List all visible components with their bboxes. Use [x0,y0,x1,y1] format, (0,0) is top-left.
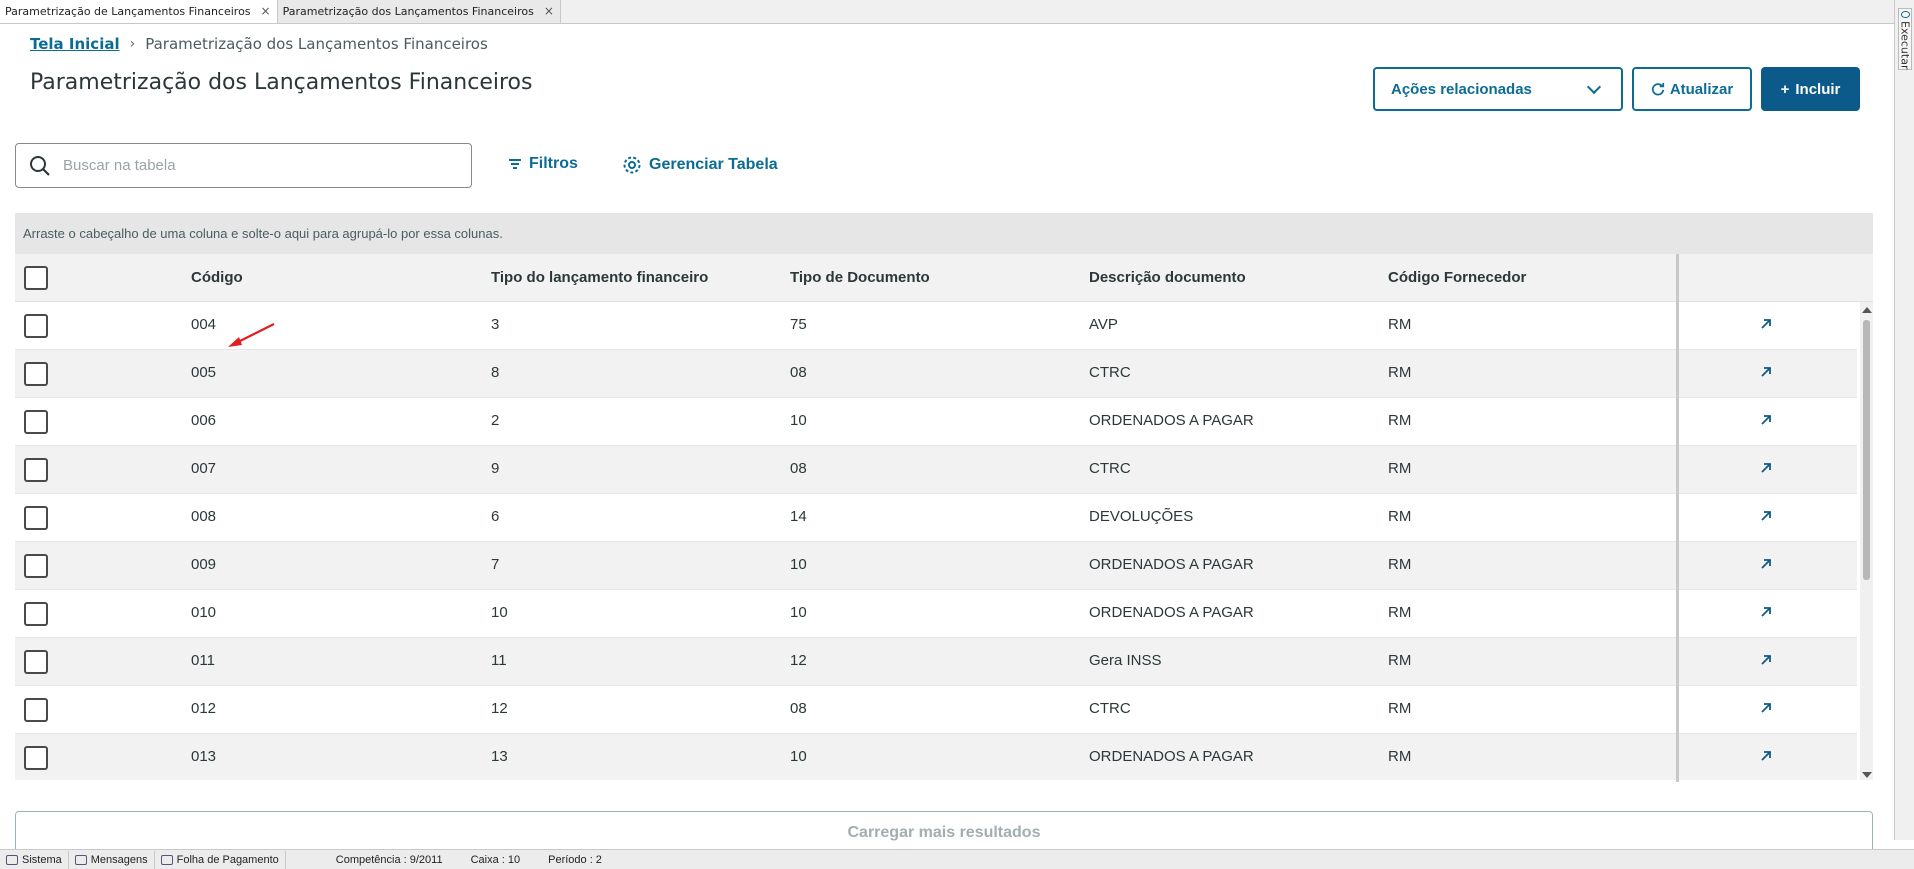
cell-tipo-documento: 08 [790,700,807,717]
table-row[interactable] [15,398,1857,446]
row-checkbox[interactable] [24,602,48,626]
cell-tipo-documento: 14 [790,508,807,525]
row-checkbox[interactable] [24,554,48,578]
cell-fornecedor: RM [1388,364,1412,381]
cell-codigo: 004 [191,316,217,333]
table-row[interactable] [15,350,1857,398]
table-row[interactable] [15,734,1857,780]
status-sistema[interactable] [0,851,69,869]
execute-icon [1901,11,1910,18]
page-title: Parametrização dos Lançamentos Financeiros [30,70,533,95]
cell-tipo-lancamento: 13 [491,748,508,765]
search-field[interactable] [15,143,472,188]
filter-icon [508,158,522,170]
status-bar [0,849,1914,869]
gear-icon [622,155,642,175]
cell-tipo-lancamento: 6 [491,508,500,525]
row-checkbox[interactable] [24,650,48,674]
cell-tipo-lancamento: 11 [491,652,507,669]
row-checkbox[interactable] [24,314,48,338]
cell-tipo-documento: 08 [790,364,807,381]
cell-codigo: 008 [191,508,217,525]
related-actions-dropdown[interactable] [1373,67,1623,111]
open-record-icon[interactable] [1760,699,1772,718]
cell-fornecedor: RM [1388,508,1412,525]
scroll-down-icon[interactable] [1862,772,1872,778]
cell-codigo: 012 [191,700,217,717]
status-mensagens-label: Mensagens [90,853,148,866]
open-record-icon[interactable] [1760,651,1772,670]
cell-tipo-documento: 10 [790,412,807,429]
status-caixa: Caixa : 10 [470,853,521,866]
breadcrumb [30,35,488,53]
load-more-button[interactable]: Carregar mais resultados [15,811,1873,855]
breadcrumb-home-link[interactable]: Tela Inicial [30,35,120,53]
cell-tipo-lancamento: 7 [491,556,500,573]
column-header-tipo-lancamento[interactable]: Tipo do lançamento financeiro [491,269,709,286]
cell-descricao: ORDENADOS A PAGAR [1089,604,1254,621]
status-sistema-label: Sistema [22,853,62,866]
table-row[interactable] [15,542,1857,590]
cell-tipo-lancamento: 9 [491,460,500,477]
cell-codigo: 009 [191,556,217,573]
open-record-icon[interactable] [1760,315,1772,334]
refresh-icon [1651,82,1665,96]
column-header-fornecedor[interactable]: Código Fornecedor [1388,269,1527,286]
window-tab-1-label: Parametrização de Lançamentos Financeiros [5,4,251,18]
cell-tipo-documento: 75 [790,316,807,333]
main-content [0,24,1894,844]
filters-label: Filtros [529,155,578,172]
column-divider[interactable] [1676,254,1679,782]
manage-table-label: Gerenciar Tabela [649,156,778,173]
scrollbar-thumb[interactable] [1863,320,1870,580]
row-checkbox[interactable] [24,410,48,434]
select-all-checkbox[interactable] [24,266,48,290]
open-record-icon[interactable] [1760,363,1772,382]
cell-fornecedor: RM [1388,652,1412,669]
open-record-icon[interactable] [1760,555,1772,574]
cell-descricao: ORDENADOS A PAGAR [1089,412,1254,429]
message-icon [75,855,87,865]
status-mensagens[interactable] [69,851,155,869]
table-row[interactable] [15,638,1857,686]
cell-codigo: 005 [191,364,217,381]
scroll-up-icon[interactable] [1862,307,1872,313]
table-row[interactable] [15,494,1857,542]
window-tab-1[interactable] [0,0,278,23]
cell-codigo: 010 [191,604,217,621]
search-input[interactable] [63,157,443,174]
cell-codigo: 011 [191,652,215,669]
right-side-strip [1894,0,1914,840]
row-checkbox[interactable] [24,506,48,530]
cell-descricao: ORDENADOS A PAGAR [1089,556,1254,573]
cell-descricao: AVP [1089,316,1118,333]
column-header-descricao[interactable]: Descrição documento [1089,269,1246,286]
window-tab-2-label: Parametrização dos Lançamentos Financeiros [282,4,534,18]
cell-descricao: DEVOLUÇÕES [1089,508,1194,525]
table-body [15,302,1873,780]
row-checkbox[interactable] [24,746,48,770]
cell-descricao: CTRC [1089,700,1131,717]
filters-button[interactable] [508,155,578,173]
open-record-icon[interactable] [1760,459,1772,478]
open-record-icon[interactable] [1760,603,1772,622]
cell-fornecedor: RM [1388,412,1412,429]
status-folha[interactable] [155,851,286,869]
close-icon[interactable]: × [543,4,554,18]
cell-tipo-documento: 10 [790,748,807,765]
cell-fornecedor: RM [1388,748,1412,765]
execute-label: Executar [1898,20,1912,69]
cell-fornecedor: RM [1388,460,1412,477]
chevron-down-icon [1587,79,1601,93]
breadcrumb-current: Parametrização dos Lançamentos Financeiros [145,35,488,53]
cell-descricao: CTRC [1089,364,1131,381]
open-record-icon[interactable] [1760,411,1772,430]
cell-descricao: Gera INSS [1089,652,1162,669]
group-drop-zone[interactable]: Arraste o cabeçalho de uma coluna e solte-o aqui para agrupá-lo por essa colunas. [15,213,1873,254]
cell-codigo: 006 [191,412,217,429]
related-actions-label: Ações relacionadas [1391,80,1532,98]
cell-tipo-lancamento: 3 [491,316,500,333]
table-row[interactable] [15,590,1857,638]
cell-descricao: ORDENADOS A PAGAR [1089,748,1254,765]
page-actions [1373,67,1860,111]
search-icon [29,155,51,177]
table-row[interactable] [15,686,1857,734]
window-tab-2[interactable] [278,0,561,23]
window-tab-bar [0,0,1894,24]
vertical-scrollbar[interactable] [1860,302,1873,780]
cell-tipo-lancamento: 12 [491,700,508,717]
open-record-icon[interactable] [1760,747,1772,766]
cell-fornecedor: RM [1388,316,1412,333]
table-header [15,254,1873,302]
cell-fornecedor: RM [1388,700,1412,717]
red-arrow-annotation [226,322,276,350]
status-competencia: Competência : 9/2011 [335,853,443,866]
refresh-label: Atualizar [1669,80,1734,98]
column-header-tipo-documento[interactable]: Tipo de Documento [790,269,930,286]
payroll-icon [161,855,173,865]
status-folha-label: Folha de Pagamento [176,853,279,866]
status-periodo: Período : 2 [548,853,602,866]
data-table [15,213,1873,778]
cell-tipo-documento: 08 [790,460,807,477]
manage-table-button[interactable] [622,155,778,175]
cell-tipo-documento: 12 [790,652,807,669]
plus-icon: + [1780,80,1790,98]
include-button[interactable] [1761,67,1860,111]
cell-descricao: CTRC [1089,460,1131,477]
row-checkbox[interactable] [24,362,48,386]
cell-fornecedor: RM [1388,604,1412,621]
cell-tipo-lancamento: 10 [491,604,508,621]
cell-codigo: 007 [191,460,217,477]
cell-tipo-documento: 10 [790,604,807,621]
cell-fornecedor: RM [1388,556,1412,573]
cell-tipo-lancamento: 2 [491,412,500,429]
open-record-icon[interactable] [1760,507,1772,526]
cell-codigo: 013 [191,748,217,765]
row-checkbox[interactable] [24,458,48,482]
cell-tipo-documento: 10 [790,556,807,573]
row-checkbox[interactable] [24,698,48,722]
table-row[interactable] [15,446,1857,494]
refresh-button[interactable] [1632,67,1752,111]
system-icon [6,855,18,865]
cell-tipo-lancamento: 8 [491,364,500,381]
execute-button[interactable] [1898,8,1912,70]
column-header-codigo[interactable]: Código [191,269,243,286]
chevron-right-icon: › [129,36,136,52]
include-label: Incluir [1795,80,1841,98]
table-row[interactable] [15,302,1857,350]
close-icon[interactable]: × [260,4,271,18]
